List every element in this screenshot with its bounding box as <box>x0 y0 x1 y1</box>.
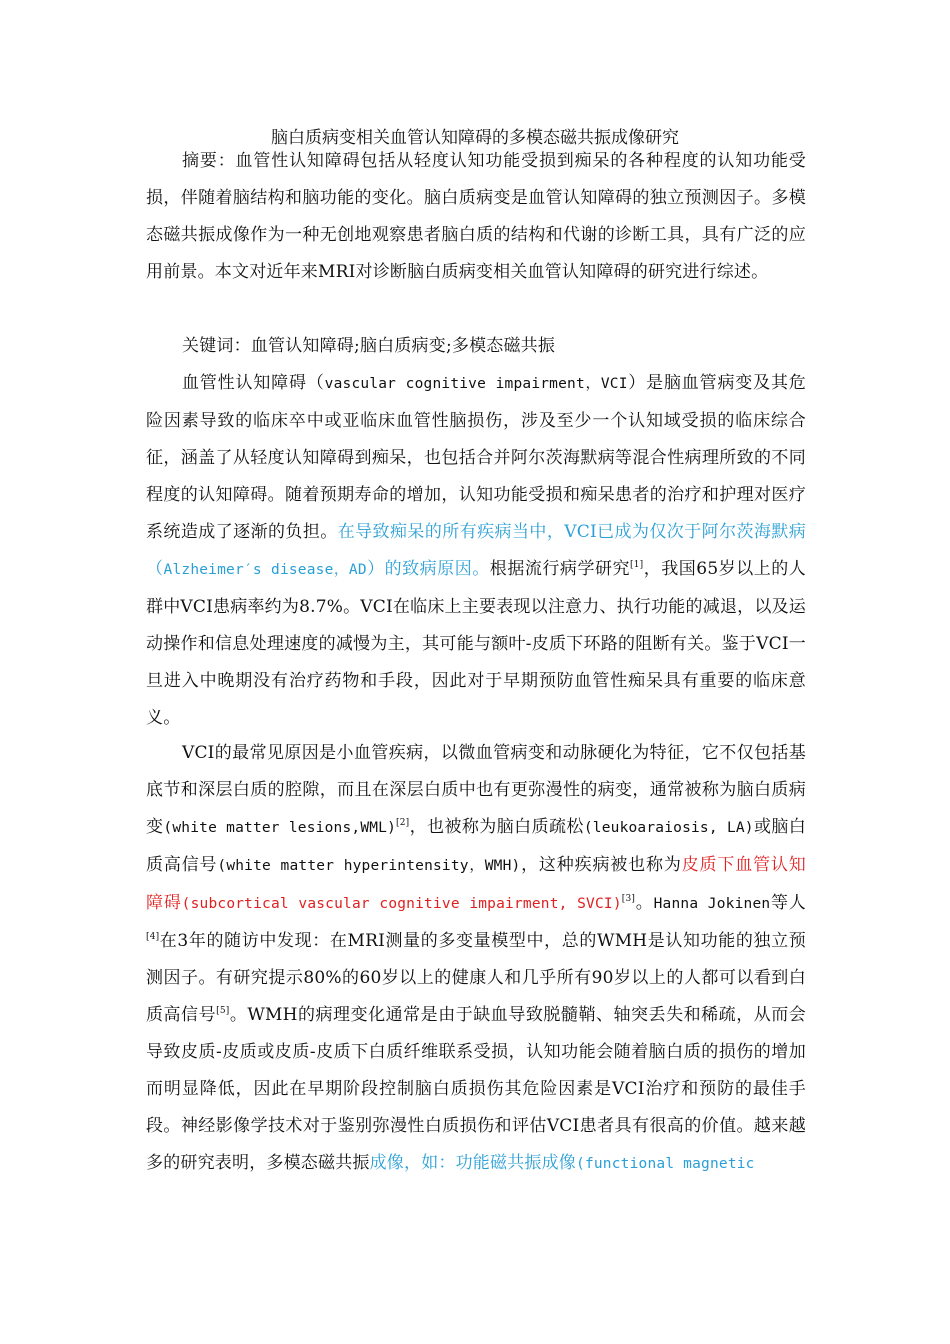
p2-english-wml: (white matter lesions,WML) <box>163 820 397 836</box>
p2-red-term: 皮质下血管认知障碍 <box>146 855 806 913</box>
p2-text-4: ，这种疾病被也称为 <box>520 855 682 875</box>
p1-highlight-b: VCI已成为仅次于阿尔茨海默病（ <box>146 522 806 579</box>
p2-blue-english: (functional magnetic <box>576 1156 755 1172</box>
abstract-label: 摘要： <box>182 151 236 171</box>
p1-highlight-a: 在导致痴呆的所有疾病当中， <box>337 522 565 542</box>
p1-highlight-c: ）的致病原因。 <box>366 559 490 579</box>
p2-english-wmh: (white matter hyperintensity，WMH) <box>217 858 521 874</box>
p1-text-4: ，我国65岁以上的人群中VCI患病率约为8.7%。VCI在临床上主要表现以注意力、执行功能的减退，以及运动操作和信息处理速度的减慢为主，其可能与额叶-皮质下环路的阻断有关。鉴于VCI一旦进入中晚期没有治疗药物和手段，因此对于早期预防血管性痴呆具有重要的临床意义。 <box>146 559 806 728</box>
p2-english-la: (leukoaraiosis, LA) <box>583 820 754 836</box>
reference-3: [3] <box>621 894 636 904</box>
body-paragraph-2 <box>146 735 806 1183</box>
body-paragraph-1 <box>146 365 806 737</box>
p2-text-3: 或脑白质高信号 <box>146 817 806 875</box>
abstract-paragraph <box>146 143 806 291</box>
p2-text-7: 。WMH的病理变化通常是由于缺血导致脱髓鞘、轴突丢失和稀疏，从而会导致皮质-皮质或皮质-皮质下白质纤维联系受损，认知功能会随着脑白质的损伤的增加而明显降低，因此在早期阶段控制脑白质损伤其危险因素是VCI治疗和预防的最佳手段。神经影像学技术对于鉴别弥漫性白质损伤和评估VCI患者具有很高的价值。越来越多的研究表明，多模态磁共振 <box>146 1005 806 1173</box>
p1-text-1: 血管性认知障碍（ <box>182 373 325 393</box>
p1-english-term: vascular cognitive impairment，VCI <box>324 376 628 392</box>
p1-highlight-english: Alzheimer′s disease，AD <box>163 562 367 578</box>
p2-text-5b: 等人 <box>770 893 806 913</box>
abstract-section <box>146 143 806 291</box>
reference-1: [1] <box>630 560 644 570</box>
keywords-paragraph <box>146 328 806 365</box>
p2-text-1: VCI的最常见原因是小血管疾病，以微血管病变和动脉硬化为特征，它不仅包括基底节和深层白质的腔隙，而且在深层白质中也有更弥漫性的病变，通常被称为脑白质病变 <box>146 743 806 837</box>
p2-text-2: ，也被称为脑白质疏松 <box>409 817 584 837</box>
p2-text-5: 。 <box>635 893 654 913</box>
keywords-text: 血管认知障碍;脑白质病变;多模态磁共振 <box>250 336 556 356</box>
p1-text-3: 根据流行病学研究 <box>489 559 631 579</box>
abstract-text: 血管性认知障碍包括从轻度认知功能受损到痴呆的各种程度的认知功能受损，伴随着脑结构和脑功能的变化。脑白质病变是血管认知障碍的独立预测因子。多模态磁共振成像作为一种无创地观察患者脑白质的结构和代谢的诊断工具，具有广泛的应用前景。本文对近年来MRI对诊断脑白质病变相关血管认知障碍的研究进行综述。 <box>146 151 806 282</box>
keywords-section <box>146 328 806 365</box>
reference-5: [5] <box>216 1006 230 1016</box>
document-title: 脑白质病变相关血管认知障碍的多模态磁共振成像研究 <box>271 128 679 148</box>
reference-2: [2] <box>396 818 410 828</box>
p2-author-name: Hanna Jokinen <box>653 896 771 912</box>
keywords-label: 关键词： <box>182 336 251 356</box>
p1-text-2: ）是脑血管病变及其危险因素导致的临床卒中或亚临床血管性脑损伤，涉及至少一个认知域受损的临床综合征，涵盖了从轻度认知障碍到痴呆，也包括合并阿尔茨海默病等混合性病理所致的不同程度的认知障碍。随着预期寿命的增加，认知功能受损和痴呆患者的治疗和护理对医疗系统造成了逐渐的负担。 <box>146 373 807 542</box>
p2-blue-term: 成像，如：功能磁共振成像 <box>369 1153 577 1173</box>
reference-4: [4] <box>146 932 160 942</box>
p2-red-english: (subcortical vascular cognitive impairment, SVCI) <box>181 896 622 912</box>
p2-text-6: 在3年的随访中发现：在MRI测量的多变量模型中，总的WMH是认知功能的独立预测因子。有研究提示80%的60岁以上的健康人和几乎所有90岁以上的人都可以看到白质高信号 <box>146 931 806 1025</box>
